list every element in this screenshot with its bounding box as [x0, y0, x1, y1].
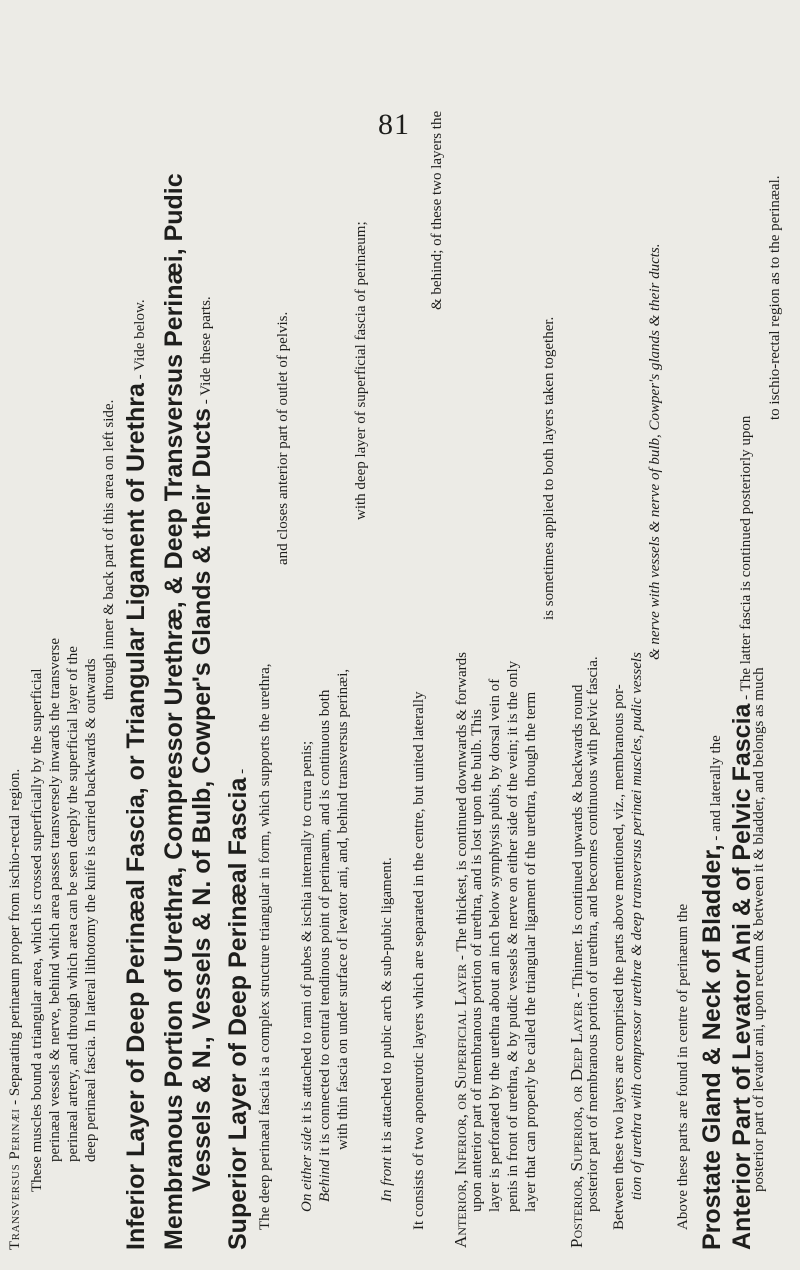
in-front-line: [380, 857, 395, 1202]
superior-layer-heading: Superior Layer of Deep Perinæal Fascia: [224, 777, 252, 1250]
posterior-layer-line: posterior part of membranous portion of urethra, and becomes continuous with pelvic fascia.: [585, 656, 601, 1212]
anterior-layer-label: Anterior, Inferior, or Superficial Layer: [451, 963, 470, 1248]
transversus-line: perinæal artery, and through which area can be seen deeply the superficial layer of the: [65, 646, 81, 1162]
transversus-heading: Transversus Perinæi: [7, 1108, 23, 1250]
membranous-tail: - Vide these parts.: [198, 296, 214, 409]
between-line: & nerve with vessels & nerve of bulb, Cowper's glands & their ducts.: [647, 243, 663, 660]
prostate-heading: Prostate Gland & Neck of Bladder,: [698, 844, 726, 1250]
between-line: tion of urethra with compressor urethræ & deep transversus perinæi muscles, pudic vessels: [629, 652, 645, 1200]
superior-layer-line: [226, 769, 251, 1250]
inferior-layer-tail: - Vide below.: [132, 299, 148, 384]
anterior-layer-line: upon anterior part of membranous portion of urethra, and is lost upon the bulb. This: [469, 709, 485, 1212]
levator-heading: Anterior Part of Levator Ani & of Pelvic Fascia: [728, 703, 756, 1250]
above-line: Above these parts are found in centre of perinæum the: [675, 903, 691, 1230]
superior-intro-2: and closes anterior part of outlet of pelvis.: [275, 311, 291, 565]
transversus-line: These muscles bound a triangular area, which is crossed superficially by the superficial: [29, 668, 45, 1192]
consists-line: It consists of two aponeurotic layers which are separated in the centre, but united laterally: [411, 691, 427, 1230]
levator-line-3: to ischio-rectal region as to the perinæal.: [767, 175, 783, 420]
behind-line-3: with deep layer of superficial fascia of perinæum;: [353, 221, 369, 520]
posterior-layer-text: - Thinner. Is continued upwards & backwards round: [570, 684, 586, 1002]
rotated-text-page: [0, 10, 783, 1260]
anterior-layer-text: - The thickest, is continued downwards & forwards: [454, 652, 470, 964]
membranous-heading-1: Membranous Portion of Urethra, Compressor Urethræ, & Deep Transversus Perinæi, Pudic: [160, 173, 188, 1250]
membranous-heading-2: Vessels & N., Vessels & N. of Bulb, Cowper's Glands & their Ducts: [188, 408, 216, 1192]
page-number: 81: [378, 108, 410, 141]
behind-line: [318, 690, 333, 1202]
consists-line-2: & behind; of these two layers the: [429, 110, 445, 310]
anterior-layer-line: layer that can properly be called the triangular ligament of the urethra, though the term: [523, 691, 539, 1212]
superior-layer-tail: -: [234, 768, 250, 778]
anterior-layer-line: is sometimes applied to both layers taken together.: [541, 316, 557, 620]
behind-line-2: with thin fascia on under surface of levator ani, and, behind transversus perinæi,: [335, 668, 351, 1150]
anterior-layer-line: layer is perforated by the urethra about an inch below symphysis pubis, by dorsal vein of: [487, 678, 503, 1212]
prostate-tail: - and laterally the: [708, 735, 724, 845]
anterior-layer-line: penis in front of urethra, & by pudic vessels & nerve on either side of the vein; it is the only: [505, 660, 521, 1212]
between-line: Between these two layers are comprised the parts above mentioned, viz., membranous por-: [611, 684, 627, 1230]
levator-line-2: posterior part of levator ani, upon rectum & between it & bladder, and belongs as much: [751, 667, 767, 1192]
behind-text: it is connected to central tendinous point of perinæum, and is continuous both: [317, 689, 333, 1160]
transversus-heading-line: [8, 769, 23, 1250]
inferior-layer-heading: Inferior Layer of Deep Perinæal Fascia, or Triangular Ligament of Urethra: [122, 383, 150, 1250]
in-front-text: it is attached to pubic arch & sub-pubic ligament.: [379, 857, 395, 1158]
superior-intro: The deep perinæal fascia is a complex structure triangular in form, which supports the urethra,: [257, 663, 273, 1230]
in-front-label: In front: [379, 1157, 395, 1202]
prostate-line: [700, 735, 725, 1250]
behind-label: Behind: [317, 1159, 333, 1202]
posterior-layer-line: [568, 685, 586, 1248]
transversus-lead: - Separating perinæum proper from ischio-rectal region.: [7, 768, 23, 1109]
inferior-layer-line: [124, 299, 149, 1250]
anterior-layer-line: [452, 652, 470, 1248]
transversus-line: deep perinæal fascia. In lateral lithotomy the knife is carried backwards & outwards: [83, 658, 99, 1162]
levator-tail: - The latter fascia is continued posteriorly upon: [738, 415, 754, 704]
membranous-line-2: [190, 296, 215, 1192]
transversus-line: through inner & back part of this area on left side.: [101, 399, 117, 700]
either-side-label: On either side: [299, 1127, 315, 1212]
either-side-line: [300, 741, 315, 1212]
transversus-line: perinæal vessels & nerve, behind which area passes transversely inwards the transverse: [47, 638, 63, 1162]
posterior-layer-label: Posterior, Superior, or Deep Layer: [567, 1001, 586, 1248]
either-side-text: it is attached to rami of pubes & ischia internally to crura penis;: [299, 740, 315, 1128]
